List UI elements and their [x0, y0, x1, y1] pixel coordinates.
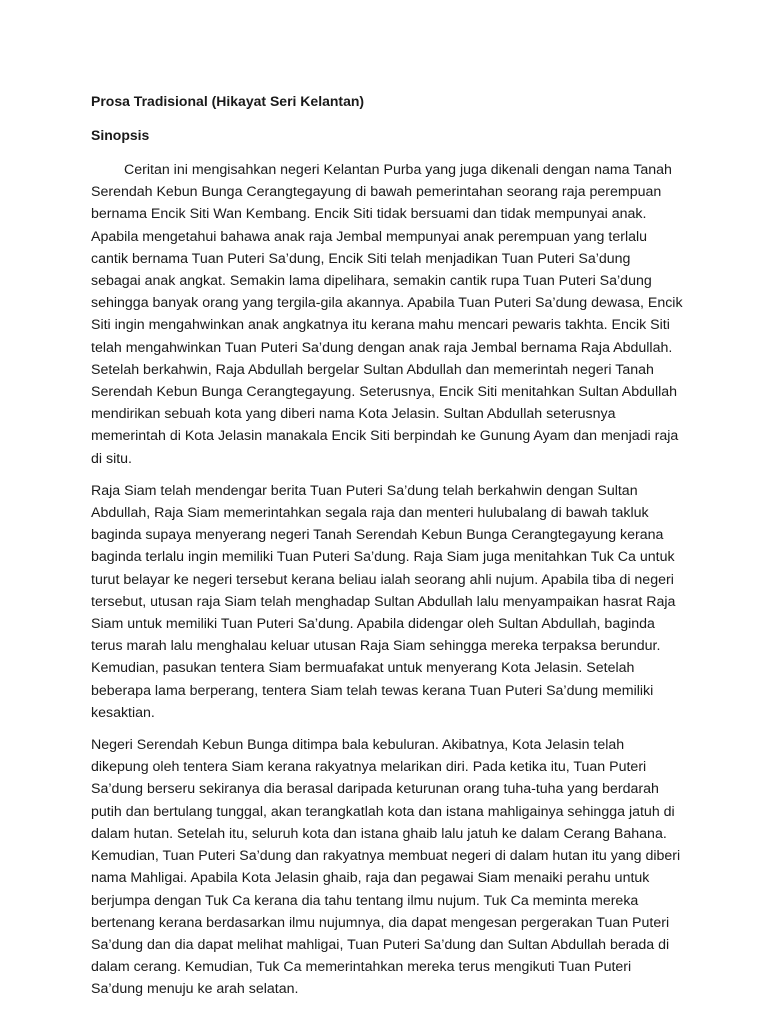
- paragraph-2: Raja Siam telah mendengar berita Tuan Puteri Sa’dung telah berkahwin dengan Sultan Abdullah, Raja Siam memerintahkan segala raja dan menteri hulubalang di bawah takluk baginda supaya menyerang negeri Tanah Serendah Kebun Bunga Cerangtegayung kerana baginda terlalu ingin memiliki Tuan Puteri Sa’dung. Raja Siam juga menitahkan Tuk Ca untuk turut belayar ke negeri tersebut kerana beliau ialah seorang ahli nujum. Apabila tiba di negeri tersebut, utusan raja Siam telah menghadap Sultan Abdullah lalu menyampaikan hasrat Raja Siam untuk memiliki Tuan Puteri Sa’dung. Apabila didengar oleh Sultan Abdullah, baginda terus marah lalu menghalau keluar utusan Raja Siam sehingga mereka terpaksa berundur. Kemudian, pasukan tentera Siam bermuafakat untuk menyerang Kota Jelasin. Setelah beberapa lama berperang, tentera Siam telah tewas kerana Tuan Puteri Sa’dung memiliki kesaktian.: [91, 482, 676, 721]
- section-heading-sinopsis: Sinopsis: [91, 127, 150, 143]
- document-page: [91, 91, 683, 1011]
- paragraph-3: Negeri Serendah Kebun Bunga ditimpa bala kebuluran. Akibatnya, Kota Jelasin telah dikepung oleh tentera Siam kerana rakyatnya melarikan diri. Pada ketika itu, Tuan Puteri Sa’dung berseru sekiranya dia berasal daripada keturunan orang tuha-tuha yang berdarah putih dan bertulang tunggal, akan terangkatlah kota dan istana mahligainya sehingga jatuh di dalam hutan. Setelah itu, seluruh kota dan istana ghaib lalu jatuh ke dalam Cerang Bahana. Kemudian, Tuan Puteri Sa’dung dan rakyatnya membuat negeri di dalam hutan itu yang diberi nama Mahligai. Apabila Kota Jelasin ghaib, raja dan pegawai Siam menaiki perahu untuk berjumpa dengan Tuk Ca kerana dia tahu tentang ilmu nujum. Tuk Ca meminta mereka bertenang kerana berdasarkan ilmu nujumnya, dia dapat mengesan pergerakan Tuan Puteri Sa’dung dan dia dapat melihat mahligai, Tuan Puteri Sa’dung dan Sultan Abdullah berada di dalam cerang. Kemudian, Tuk Ca memerintahkan mereka terus mengikuti Tuan Puteri Sa’dung menuju ke arah selatan.: [91, 737, 681, 998]
- document-title: Prosa Tradisional (Hikayat Seri Kelantan): [91, 93, 365, 109]
- paragraph-1: Ceritan ini mengisahkan negeri Kelantan Purba yang juga dikenali dengan nama Tanah Serendah Kebun Bunga Cerangtegayung di bawah pemerintahan seorang raja perempuan bernama Encik Siti Wan Kembang. Encik Siti tidak bersuami dan tidak mempunyai anak. Apabila mengetahui bahawa anak raja Jembal mempunyai anak perempuan yang terlalu cantik bernama Tuan Puteri Sa’dung, Encik Siti telah menjadikan Tuan Puteri Sa’dung sebagai anak angkat. Semakin lama dipelihara, semakin cantik rupa Tuan Puteri Sa’dung sehingga banyak orang yang tergila-gila akannya. Apabila Tuan Puteri Sa’dung dewasa, Encik Siti ingin mengahwinkan anak angkatnya itu kerana mahu mencari pewaris takhta. Encik Siti telah mengahwinkan Tuan Puteri Sa’dung dengan anak raja Jembal bernama Raja Abdullah. Setelah berkahwin, Raja Abdullah bergelar Sultan Abdullah dan memerintah negeri Tanah Serendah Kebun Bunga Cerangtegayung. Seterusnya, Encik Siti menitahkan Sultan Abdullah mendirikan sebuah kota yang diberi nama Kota Jelasin. Sultan Abdullah seterusnya memerintah di Kota Jelasin manakala Encik Siti berpindah ke Gunung Ayam dan menjadi raja di situ.: [91, 162, 683, 467]
